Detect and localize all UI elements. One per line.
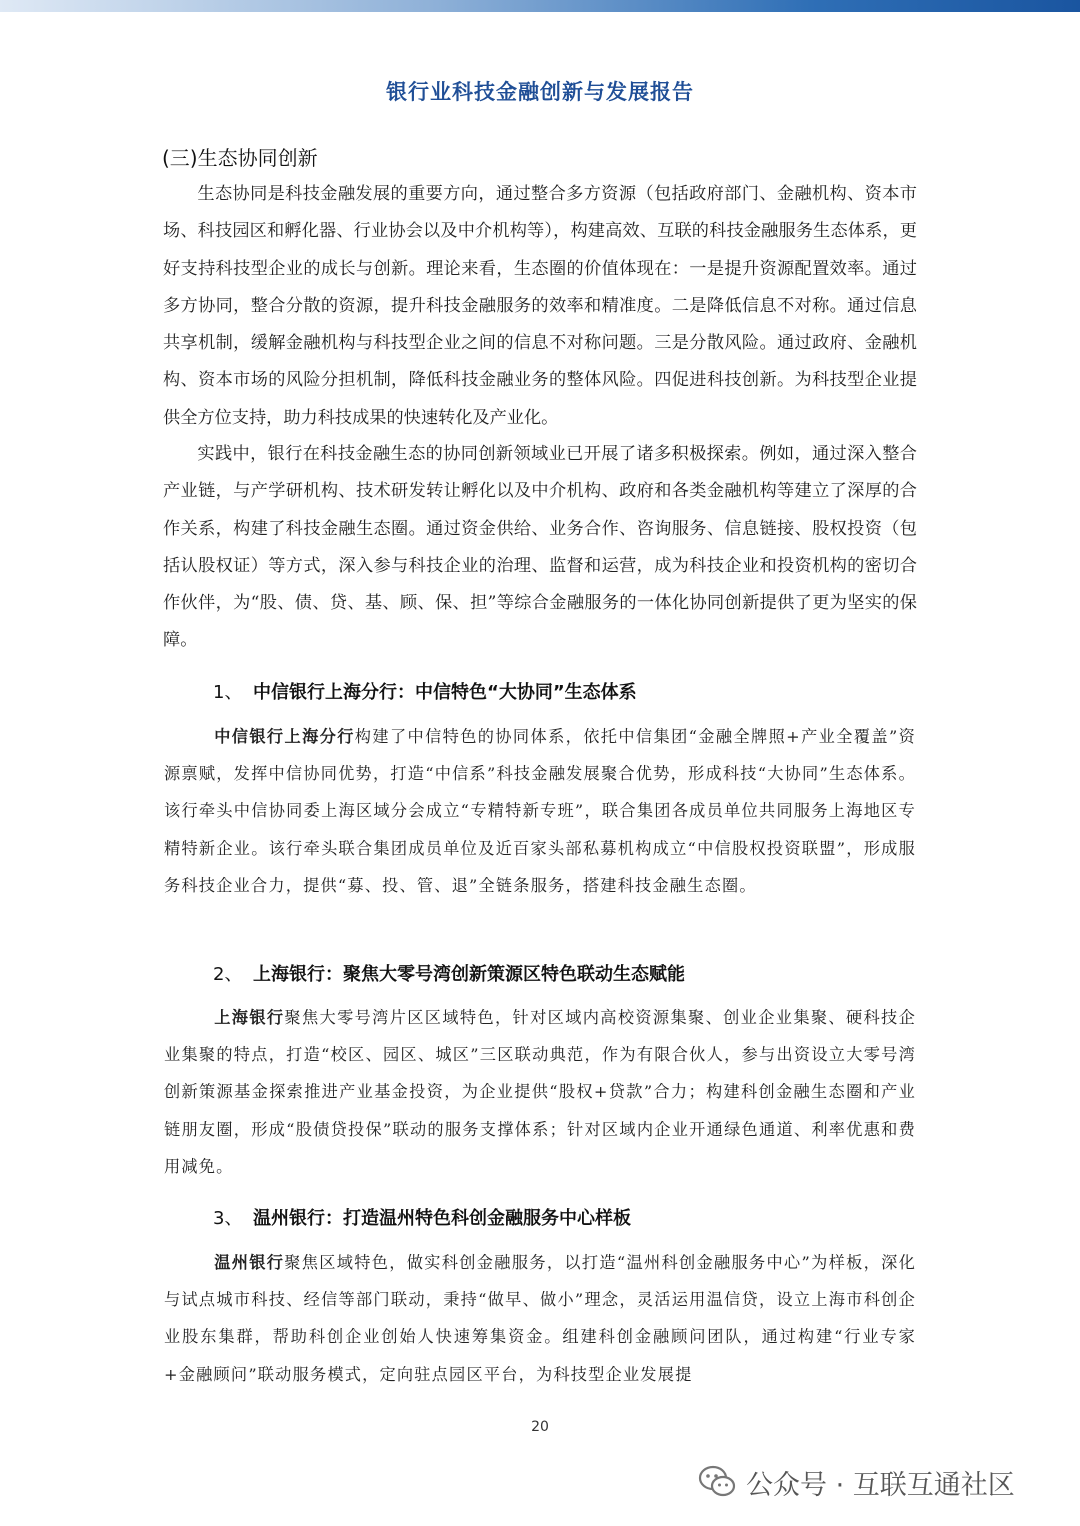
case-title: 上海银行：聚焦大零号湾创新策源区特色联动生态赋能 <box>253 964 685 985</box>
case-text: 构建了中信特色的协同体系，依托中信集团“金融全牌照+产业全覆盖”资源禀赋，发挥中信协同优势，打造“中信系”科技金融发展聚合优势，形成科技“大协同”生态体系。该行牵头中信协同委上海区域分会成立“专精特新专班”，联合集团各成员单位共同服务上海地区专精特新企业。该行牵头联合集团成员单位及近百家头部私募机构成立“中信股权投资联盟”，形成服务科技企业合力，提供“募、投、管、退”全链条服务，搭建科技金融生态圈。 <box>164 727 916 895</box>
case-text: 聚焦大零号湾片区区域特色，针对区域内高校资源集聚、创业企业集聚、硬科技企业集聚的特点，打造“校区、园区、城区”三区联动典范，作为有限合伙人，参与出资设立大零号湾创新策源基金探索推进产业基金投资，为企业提供“股权+贷款”合力；构建科创金融生态圈和产业链朋友圈，形成“股债贷投保”联动的服务支撑体系；针对区域内企业开通绿色通道、利率优惠和费用减免。 <box>164 1008 916 1176</box>
bank-name: 上海银行 <box>214 1008 285 1027</box>
bank-name: 温州银行 <box>214 1253 285 1272</box>
watermark <box>698 1458 1015 1506</box>
bank-name: 中信银行上海分行 <box>214 727 355 746</box>
case-paragraph <box>164 999 916 1185</box>
case-text: 聚焦区域特色，做实科创金融服务，以打造“温州科创金融服务中心”为样板，深化与试点城市科技、经信等部门联动，秉持“做早、做小”理念，灵活运用温信贷，设立上海市科创企业股东集群，帮助科创企业创始人快速筹集资金。组建科创金融顾问团队，通过构建“行业专家+金融顾问”联动服务模式，定向驻点园区平台，为科技型企业发展提 <box>164 1253 916 1384</box>
case-number: 2、 <box>213 964 243 985</box>
watermark-text: 公众号 · 互联互通社区 <box>746 1469 1015 1501</box>
case-heading <box>213 678 637 704</box>
case-number: 1、 <box>213 682 243 703</box>
body-paragraph: 实践中，银行在科技金融生态的协同创新领域业已开展了诸多积极探索。例如，通过深入整合产业链，与产学研机构、技术研发转让孵化以及中介机构、政府和各类金融机构等建立了深厚的合作关系，构建了科技金融生态圈。通过资金供给、业务合作、咨询服务、信息链接、股权投资（包括认股权证）等方式，深入参与科技企业的治理、监督和运营，成为科技企业和投资机构的密切合作伙伴，为“股、债、贷、基、顾、保、担”等综合金融服务的一体化协同创新提供了更为坚实的保障。 <box>163 444 917 651</box>
case-number: 3、 <box>213 1208 243 1229</box>
wechat-icon <box>698 1465 736 1499</box>
page-number: 20 <box>531 1419 549 1435</box>
case-title: 温州银行：打造温州特色科创金融服务中心样板 <box>253 1208 631 1229</box>
case-paragraph <box>164 1244 916 1393</box>
body-paragraph: 生态协同是科技金融发展的重要方向，通过整合多方资源（包括政府部门、金融机构、资本市场、科技园区和孵化器、行业协会以及中介机构等），构建高效、互联的科技金融服务生态体系，更好支持科技型企业的成长与创新。理论来看，生态圈的价值体现在：一是提升资源配置效率。通过多方协同，整合分散的资源，提升科技金融服务的效率和精准度。二是降低信息不对称。通过信息共享机制，缓解金融机构与科技型企业之间的信息不对称问题。三是分散风险。通过政府、金融机构、资本市场的风险分担机制，降低科技金融业务的整体风险。四促进科技创新。为科技型企业提供全方位支持，助力科技成果的快速转化及产业化。 <box>163 184 917 428</box>
header-color-bar <box>0 0 1080 12</box>
case-heading <box>213 1204 631 1230</box>
case-paragraph <box>164 718 916 904</box>
case-heading <box>213 960 685 986</box>
report-title: 银行业科技金融创新与发展报告 <box>386 80 694 104</box>
case-title: 中信银行上海分行：中信特色“大协同”生态体系 <box>253 682 637 703</box>
section-heading: (三)生态协同创新 <box>162 146 318 170</box>
